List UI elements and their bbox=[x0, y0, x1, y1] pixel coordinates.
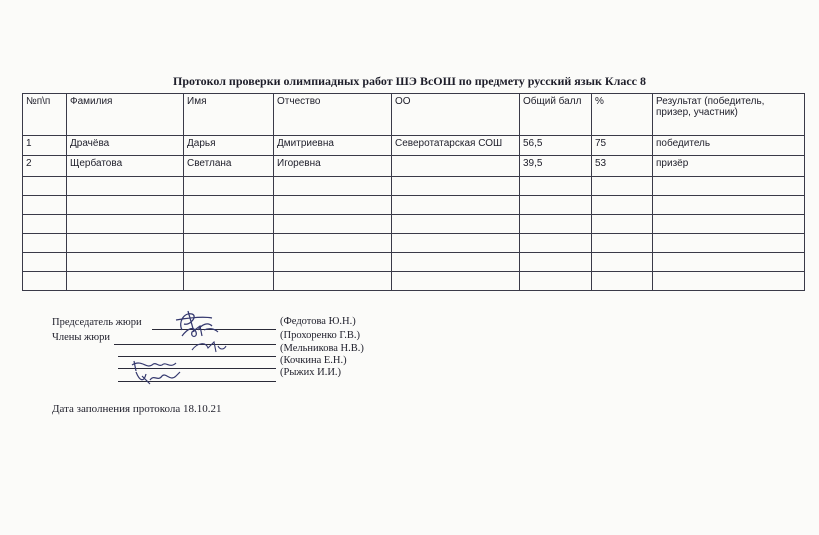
table-row bbox=[23, 136, 805, 156]
table-row-empty bbox=[23, 196, 805, 215]
header-surname: Фамилия bbox=[67, 94, 184, 136]
header-number: №п\п bbox=[23, 94, 67, 136]
header-total-score: Общий балл bbox=[520, 94, 592, 136]
cell-result: победитель bbox=[653, 136, 805, 156]
table-header-row bbox=[23, 94, 805, 136]
cell-name: Светлана bbox=[184, 156, 274, 177]
jury-member-name: (Мельникова Н.В.) bbox=[280, 343, 364, 354]
jury-member-name: (Рыжих И.И.) bbox=[280, 367, 342, 378]
cell-school: Северотатарская СОШ bbox=[392, 136, 520, 156]
table-row-empty bbox=[23, 215, 805, 234]
handwritten-signature-icon bbox=[130, 368, 184, 386]
cell-percent: 53 bbox=[592, 156, 653, 177]
jury-chair-label: Председатель жюри bbox=[52, 317, 142, 328]
cell-surname: Щербатова bbox=[67, 156, 184, 177]
header-name: Имя bbox=[184, 94, 274, 136]
table-row-empty bbox=[23, 253, 805, 272]
header-school: ОО bbox=[392, 94, 520, 136]
table-row bbox=[23, 156, 805, 177]
jury-member-name: (Кочкина Е.Н.) bbox=[280, 355, 347, 366]
document-title: Протокол проверки олимпиадных работ ШЭ ВсОШ по предмету русский язык Класс 8 bbox=[173, 74, 646, 88]
cell-total-score: 39,5 bbox=[520, 156, 592, 177]
cell-surname: Драчёва bbox=[67, 136, 184, 156]
jury-chair-name: (Федотова Ю.Н.) bbox=[280, 316, 356, 327]
table-row-empty bbox=[23, 272, 805, 291]
handwritten-signature-icon bbox=[188, 338, 228, 356]
jury-members-label: Члены жюри bbox=[52, 332, 110, 343]
results-table bbox=[22, 93, 805, 291]
cell-number: 2 bbox=[23, 156, 67, 177]
cell-patronymic: Игоревна bbox=[274, 156, 392, 177]
table-row-empty bbox=[23, 234, 805, 253]
cell-school bbox=[392, 156, 520, 177]
cell-percent: 75 bbox=[592, 136, 653, 156]
jury-member-name: (Прохоренко Г.В.) bbox=[280, 330, 361, 341]
cell-number: 1 bbox=[23, 136, 67, 156]
protocol-date: Дата заполнения протокола 18.10.21 bbox=[52, 403, 222, 415]
table-row-empty bbox=[23, 177, 805, 196]
cell-total-score: 56,5 bbox=[520, 136, 592, 156]
cell-patronymic: Дмитриевна bbox=[274, 136, 392, 156]
header-patronymic: Отчество bbox=[274, 94, 392, 136]
header-percent: % bbox=[592, 94, 653, 136]
cell-result: призёр bbox=[653, 156, 805, 177]
header-result: Результат (победитель, призер, участник) bbox=[653, 94, 805, 136]
cell-name: Дарья bbox=[184, 136, 274, 156]
